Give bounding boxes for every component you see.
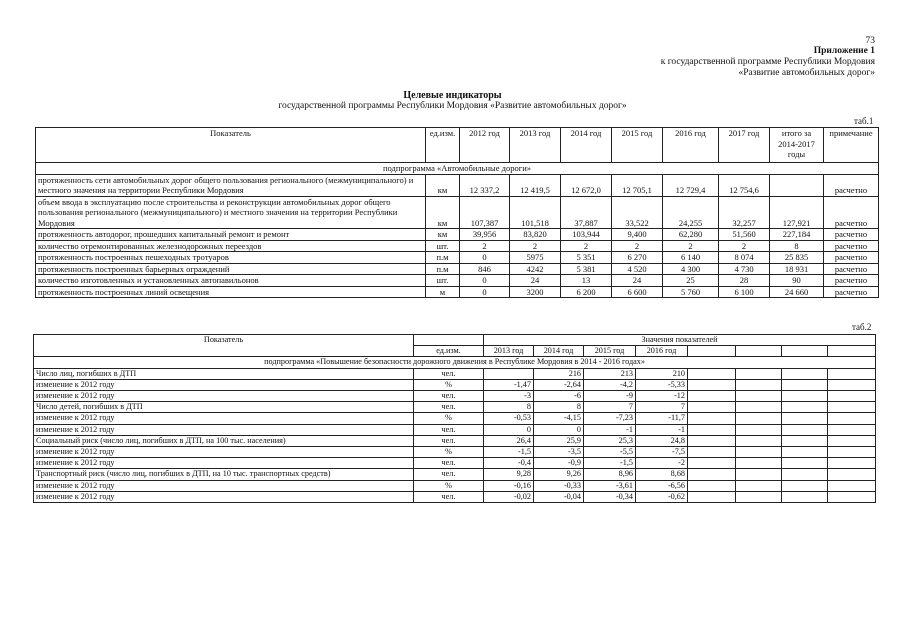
indicator-value: -2,64	[534, 379, 584, 390]
table1-header-cell: 2012 год	[460, 128, 510, 163]
indicator-value: 4 730	[719, 263, 770, 275]
indicator-name: Число лиц, погибших в ДТП	[34, 368, 414, 379]
table-row	[36, 275, 879, 287]
empty-cell	[828, 391, 876, 402]
indicator-value: 2	[612, 240, 663, 252]
table-row	[34, 413, 876, 424]
appendix-line-2: «Развитие автомобильных дорог»	[738, 68, 875, 78]
indicator-value: 216	[534, 368, 584, 379]
indicator-value: -3,5	[534, 447, 584, 458]
indicator-note: расчетно	[824, 196, 879, 229]
indicator-value: -0,4	[484, 458, 534, 469]
indicator-note: расчетно	[824, 252, 879, 264]
empty-cell	[688, 480, 736, 491]
table-row	[34, 458, 876, 469]
table-row	[34, 379, 876, 390]
table1-header-cell: 2014 год	[561, 128, 612, 163]
indicator-name: протяженность построенных барьерных ограждений	[36, 263, 426, 275]
table1-label: таб.1	[854, 116, 874, 126]
indicator-value: 107,387	[460, 196, 510, 229]
table-row	[36, 252, 879, 264]
table-row	[34, 424, 876, 435]
table-row	[36, 174, 879, 196]
indicator-unit: чел.	[414, 435, 484, 446]
table1-header-cell: ед.изм.	[426, 128, 460, 163]
indicator-value: 0	[460, 252, 510, 264]
indicator-unit: %	[414, 379, 484, 390]
table2-subprogram-row	[34, 357, 876, 368]
document-title: Целевые индикаторы	[403, 90, 502, 101]
indicator-unit: %	[414, 480, 484, 491]
empty-cell	[736, 491, 782, 502]
page-number: 73	[865, 36, 875, 46]
indicator-value: 8,68	[636, 469, 688, 480]
indicator-value: 24,8	[636, 435, 688, 446]
indicator-name: изменение к 2012 году	[34, 480, 414, 491]
indicator-value: 4 300	[663, 263, 719, 275]
empty-cell	[828, 447, 876, 458]
indicator-name: объем ввода в эксплуатацию после строительства и реконструкции автомобильных дорог общего пользования регионального (межмуниципального) и местного значения на территории Республики Мордовия	[36, 196, 426, 229]
indicator-unit: чел.	[414, 469, 484, 480]
empty-cell	[736, 458, 782, 469]
indicator-name: Социальный риск (число лиц, погибших в ДТП, на 100 тыс. населения)	[34, 435, 414, 446]
indicator-value	[484, 368, 534, 379]
indicator-value: 227,184	[770, 229, 824, 241]
indicator-name: изменение к 2012 году	[34, 447, 414, 458]
indicator-value: 24 660	[770, 286, 824, 298]
indicator-value: -0,04	[534, 491, 584, 502]
indicator-value: 37,887	[561, 196, 612, 229]
indicator-value: 5 760	[663, 286, 719, 298]
table-row	[34, 402, 876, 413]
indicator-value: 0	[460, 275, 510, 287]
empty-cell	[688, 435, 736, 446]
indicator-value: 3200	[510, 286, 561, 298]
appendix-label: Приложение 1	[813, 46, 875, 56]
indicator-value: -6,56	[636, 480, 688, 491]
indicator-value: -6	[534, 391, 584, 402]
indicator-value: 8	[484, 402, 534, 413]
indicator-unit: шт.	[426, 275, 460, 287]
indicator-value: 13	[561, 275, 612, 287]
indicator-value: 9,26	[534, 469, 584, 480]
indicator-value: 2	[719, 240, 770, 252]
indicator-value: 62,280	[663, 229, 719, 241]
indicator-value: -1	[636, 424, 688, 435]
table1-header-cell: 2017 год	[719, 128, 770, 163]
indicator-value: -0,9	[534, 458, 584, 469]
indicator-value: 8 074	[719, 252, 770, 264]
empty-cell	[688, 469, 736, 480]
indicator-value: 25,9	[534, 435, 584, 446]
empty-cell	[782, 491, 828, 502]
table2-empty-header	[736, 346, 782, 357]
indicator-note: расчетно	[824, 240, 879, 252]
indicator-value: -0,33	[534, 480, 584, 491]
empty-cell	[828, 424, 876, 435]
empty-cell	[782, 368, 828, 379]
table1-header-cell: Показатель	[36, 128, 426, 163]
table1-header-cell: 2016 год	[663, 128, 719, 163]
indicator-unit: м	[426, 286, 460, 298]
empty-cell	[688, 447, 736, 458]
empty-cell	[736, 424, 782, 435]
indicator-name: изменение к 2012 году	[34, 413, 414, 424]
indicator-unit: чел.	[414, 424, 484, 435]
indicator-note: расчетно	[824, 275, 879, 287]
empty-cell	[782, 391, 828, 402]
empty-cell	[782, 447, 828, 458]
indicator-unit: чел.	[414, 491, 484, 502]
indicator-value: -3	[484, 391, 534, 402]
table2-empty-header	[782, 346, 828, 357]
indicator-value: 12 705,1	[612, 174, 663, 196]
indicator-name: протяженность автодорог, прошедших капитальный ремонт и ремонт	[36, 229, 426, 241]
table1-header-cell: примечание	[824, 128, 879, 163]
indicator-value: 210	[636, 368, 688, 379]
empty-cell	[736, 379, 782, 390]
indicator-value: -0,02	[484, 491, 534, 502]
indicator-value: -5,5	[584, 447, 636, 458]
indicator-value: 6 140	[663, 252, 719, 264]
table-row	[34, 368, 876, 379]
indicator-value: 24	[510, 275, 561, 287]
indicator-value: -3,61	[584, 480, 636, 491]
indicator-value: -1	[584, 424, 636, 435]
indicator-value: 0	[534, 424, 584, 435]
indicator-value: 12 672,0	[561, 174, 612, 196]
indicator-value: -5,33	[636, 379, 688, 390]
indicator-value: 103,944	[561, 229, 612, 241]
table-row	[36, 196, 879, 229]
empty-cell	[688, 413, 736, 424]
indicator-value: 127,921	[770, 196, 824, 229]
indicator-value: -1,5	[584, 458, 636, 469]
table-row	[34, 391, 876, 402]
indicator-value: 213	[584, 368, 636, 379]
empty-cell	[736, 480, 782, 491]
indicator-value: -0,53	[484, 413, 534, 424]
empty-cell	[736, 469, 782, 480]
table2-header-values: Значения показателей	[484, 335, 876, 346]
table-row	[36, 240, 879, 252]
table2-subprogram: подпрограмма «Повышение безопасности дорожного движения в Республике Мордовия в 2014 - 2016 годах»	[34, 357, 876, 368]
indicator-value: -4,2	[584, 379, 636, 390]
indicator-value: -0,34	[584, 491, 636, 502]
empty-cell	[688, 368, 736, 379]
indicator-value: 18 931	[770, 263, 824, 275]
indicator-value: -0,16	[484, 480, 534, 491]
indicator-name: изменение к 2012 году	[34, 391, 414, 402]
indicator-value: 4242	[510, 263, 561, 275]
empty-cell	[782, 424, 828, 435]
table1-header-cell: итого за 2014-2017 годы	[770, 128, 824, 163]
indicator-unit: км	[426, 229, 460, 241]
indicator-value: 7	[584, 402, 636, 413]
empty-cell	[828, 435, 876, 446]
indicator-value: 2	[663, 240, 719, 252]
indicator-value: -9	[584, 391, 636, 402]
indicator-value: 25,3	[584, 435, 636, 446]
table-row	[34, 447, 876, 458]
table-row	[36, 229, 879, 241]
table1-subprogram: подпрограмма «Автомобильные дороги»	[36, 163, 879, 175]
indicator-value: 4 520	[612, 263, 663, 275]
table-row	[34, 491, 876, 502]
indicator-unit: км	[426, 174, 460, 196]
table1-header-row	[36, 128, 879, 163]
indicator-value: 12 729,4	[663, 174, 719, 196]
indicator-value: -4,15	[534, 413, 584, 424]
table1-subprogram-row	[36, 163, 879, 175]
indicator-value: 2	[460, 240, 510, 252]
empty-cell	[782, 413, 828, 424]
table-row	[36, 286, 879, 298]
indicator-unit: км	[426, 196, 460, 229]
indicator-value: 26,4	[484, 435, 534, 446]
indicator-name: Число детей, погибших в ДТП	[34, 402, 414, 413]
empty-cell	[828, 379, 876, 390]
empty-cell	[828, 480, 876, 491]
empty-cell	[828, 469, 876, 480]
empty-cell	[782, 402, 828, 413]
empty-cell	[688, 491, 736, 502]
indicator-value: 90	[770, 275, 824, 287]
indicator-name: Транспортный риск (число лиц, погибших в ДТП, на 10 тыс. транспортных средств)	[34, 469, 414, 480]
table2-header-row-1	[34, 335, 876, 346]
indicator-value: 6 200	[561, 286, 612, 298]
table2-year-header: 2013 год	[484, 346, 534, 357]
indicator-value: 6 270	[612, 252, 663, 264]
indicator-name: изменение к 2012 году	[34, 424, 414, 435]
indicator-value: -7,23	[584, 413, 636, 424]
empty-cell	[828, 402, 876, 413]
empty-cell	[828, 491, 876, 502]
indicator-unit: %	[414, 413, 484, 424]
indicator-value: 8	[534, 402, 584, 413]
table1	[35, 127, 879, 298]
indicator-unit: чел.	[414, 368, 484, 379]
table2-year-header: 2014 год	[534, 346, 584, 357]
indicator-name: протяженность сети автомобильных дорог общего пользования регионального (межмуниципального) и местного значения на территории Республики Мордовия	[36, 174, 426, 196]
indicator-name: изменение к 2012 году	[34, 379, 414, 390]
table-row	[36, 263, 879, 275]
table2	[33, 334, 876, 503]
table2-year-header: 2015 год	[584, 346, 636, 357]
indicator-value: 12 754,6	[719, 174, 770, 196]
empty-cell	[782, 469, 828, 480]
empty-cell	[736, 368, 782, 379]
indicator-value: 33,522	[612, 196, 663, 229]
indicator-value: 12 337,2	[460, 174, 510, 196]
empty-cell	[782, 458, 828, 469]
table2-empty-header	[828, 346, 876, 357]
indicator-value: 5 351	[561, 252, 612, 264]
indicator-unit: шт.	[426, 240, 460, 252]
empty-cell	[688, 424, 736, 435]
indicator-value: 51,560	[719, 229, 770, 241]
table-row	[34, 480, 876, 491]
indicator-value: 2	[561, 240, 612, 252]
indicator-value	[770, 174, 824, 196]
indicator-note: расчетно	[824, 229, 879, 241]
empty-cell	[736, 391, 782, 402]
appendix-line-1: к государственной программе Республики Мордовия	[660, 57, 875, 67]
indicator-unit: чел.	[414, 402, 484, 413]
empty-cell	[782, 379, 828, 390]
indicator-value: 25 835	[770, 252, 824, 264]
empty-cell	[828, 368, 876, 379]
table2-empty-header	[688, 346, 736, 357]
empty-cell	[736, 447, 782, 458]
indicator-value: 24	[612, 275, 663, 287]
indicator-name: количество отремонтированных железнодорожных переездов	[36, 240, 426, 252]
indicator-note: расчетно	[824, 286, 879, 298]
indicator-value: 25	[663, 275, 719, 287]
indicator-value: 9,400	[612, 229, 663, 241]
indicator-value: 32,257	[719, 196, 770, 229]
indicator-name: протяженность построенных пешеходных тротуаров	[36, 252, 426, 264]
indicator-value: 8	[770, 240, 824, 252]
indicator-value: 28	[719, 275, 770, 287]
indicator-name: количество изготовленных и установленных автопавильонов	[36, 275, 426, 287]
empty-cell	[736, 413, 782, 424]
empty-cell	[828, 458, 876, 469]
table-row	[34, 469, 876, 480]
indicator-value: -2	[636, 458, 688, 469]
indicator-value: 101,518	[510, 196, 561, 229]
indicator-value: -1,47	[484, 379, 534, 390]
empty-cell	[828, 413, 876, 424]
indicator-note: расчетно	[824, 174, 879, 196]
indicator-value: 5 381	[561, 263, 612, 275]
table1-header-cell: 2015 год	[612, 128, 663, 163]
indicator-name: изменение к 2012 году	[34, 458, 414, 469]
empty-cell	[688, 458, 736, 469]
table2-year-header: 2016 год	[636, 346, 688, 357]
indicator-value: 6 100	[719, 286, 770, 298]
empty-cell	[688, 391, 736, 402]
table2-header-name: Показатель	[34, 335, 414, 357]
table1-header-cell: 2013 год	[510, 128, 561, 163]
indicator-value: 6 600	[612, 286, 663, 298]
indicator-value: -11,7	[636, 413, 688, 424]
indicator-value: -7,5	[636, 447, 688, 458]
empty-cell	[782, 480, 828, 491]
indicator-value: 0	[460, 286, 510, 298]
empty-cell	[688, 402, 736, 413]
indicator-unit: п.м	[426, 252, 460, 264]
indicator-value: 24,255	[663, 196, 719, 229]
indicator-unit: чел.	[414, 391, 484, 402]
indicator-note: расчетно	[824, 263, 879, 275]
indicator-value: 83,820	[510, 229, 561, 241]
indicator-unit: чел.	[414, 458, 484, 469]
indicator-value: 12 419,5	[510, 174, 561, 196]
indicator-value: 39,956	[460, 229, 510, 241]
indicator-unit: п.м	[426, 263, 460, 275]
indicator-value: 8,96	[584, 469, 636, 480]
indicator-value: 9,28	[484, 469, 534, 480]
indicator-value: 2	[510, 240, 561, 252]
indicator-value: 0	[484, 424, 534, 435]
indicator-value: 7	[636, 402, 688, 413]
table-row	[34, 435, 876, 446]
empty-cell	[736, 435, 782, 446]
indicator-unit: %	[414, 447, 484, 458]
empty-cell	[782, 435, 828, 446]
indicator-value: 5975	[510, 252, 561, 264]
indicator-name: протяженность построенных линий освещения	[36, 286, 426, 298]
indicator-name: изменение к 2012 году	[34, 491, 414, 502]
table2-header-unit: ед.изм.	[414, 346, 484, 357]
indicator-value: -12	[636, 391, 688, 402]
table2-label: таб.2	[852, 322, 872, 332]
indicator-value: -1,5	[484, 447, 534, 458]
indicator-value: 846	[460, 263, 510, 275]
empty-cell	[688, 379, 736, 390]
empty-cell	[736, 402, 782, 413]
document-subtitle: государственной программы Республики Мордовия «Развитие автомобильных дорог»	[278, 101, 627, 111]
indicator-value: -0,62	[636, 491, 688, 502]
